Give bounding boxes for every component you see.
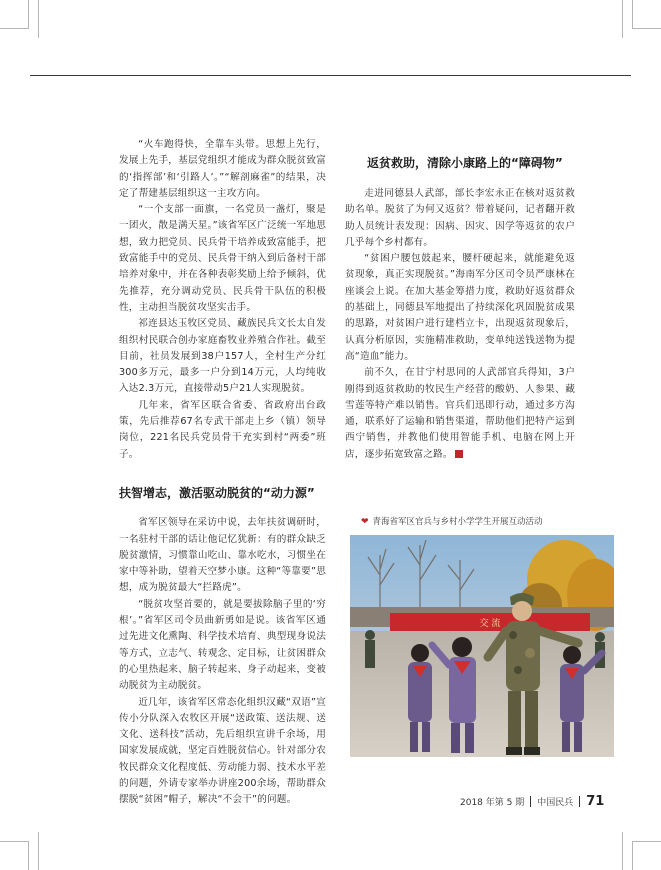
section-heading: 扶智增志，激活驱动脱贫的“动力源” xyxy=(119,485,315,500)
crop-mark xyxy=(622,0,661,38)
body-paragraph: 省军区领导在采访中说，去年扶贫调研时，一名驻村干部的话让他记忆犹新：有的群众缺乏脱贫激情，习惯靠山吃山、靠水吃水，习惯坐在家中等补助，望着天空梦小康。这种“等靠要”思想，成为脱贫最大“拦路虎”。 xyxy=(119,517,326,594)
footer-divider xyxy=(530,796,531,807)
body-paragraph: “火车跑得快，全靠车头带。思想上先行，发展上先手，基层党组织才能成为群众脱贫致富的‘指挥部’和‘引路人’。”“解剖麻雀”的结果，决定了帮建基层组织这一主攻方向。 xyxy=(119,139,326,199)
body-paragraph: 几年来，省军区联合省委、省政府出台政策，先后推荐67名专武干部走上乡（镇）领导岗位，221名民兵党员骨干充实到村“两委”班子。 xyxy=(119,399,326,460)
photo-illustration xyxy=(350,535,614,757)
heart-icon: ❤ xyxy=(361,517,369,527)
caption-text: 青海省军区官兵与乡村小学学生开展互动活动 xyxy=(372,517,543,527)
page-number: 71 xyxy=(586,794,605,809)
body-paragraph: 近几年，该省军区常态化组织汉藏“双语”宣传小分队深入农牧区开展“送政策、送法规、送文化、送科技”活动，先后组织宣讲千余场，用国家发展成就，坚定百姓脱贫信心。针对部分农牧民群众文化程度低、劳动能力弱、技术水平差的问题，外请专家举办讲座200余场，帮助群众摆脱“贫困”帽子，解决“不会干”的问题。 xyxy=(119,696,326,806)
body-paragraph: “一个支部一面旗，一名党员一盏灯，聚是一团火，散是满天星。”该省军区广泛统一军地思想，致力把党员、民兵骨干培养成致富能手，把致富能手中的党员、民兵骨干纳入到后备村干部培养对象中，并在各种表彰奖励上给予倾斜，优先推荐，充分调动党员、民兵骨干队伍的积极性，主动担当脱贫攻坚实击手。 xyxy=(119,204,326,313)
footer-divider xyxy=(579,796,580,807)
crop-mark xyxy=(0,832,39,870)
right-column xyxy=(345,186,575,463)
body-paragraph: “贫困户腰包鼓起来，腰杆硬起来，就能避免返贫现象，真正实现脱贫。”海南军分区司令员严康林在座谈会上说。在加大基金筹措力度，救助好返贫群众的基础上，同德县军地提出了持续深化巩固脱贫成果的思路，对贫困户进行建档立卡，出现返贫现象后，认真分析原因，实施精准救助，变单纯送钱送物为提高“造血”能力。 xyxy=(345,253,575,362)
magazine-name: 中国民兵 xyxy=(537,798,574,808)
body-paragraph: 祁连县达玉牧区党员、藏族民兵文长太自发组织村民联合创办家庭畜牧业养殖合作社。截至目前，社员发展到38户157人，全村生产分红300多万元，最多一户分到14万元，人均纯收入达2.3万元，直接带动5户21人实现脱贫。 xyxy=(119,318,326,395)
section-heading: 返贫救助，清除小康路上的“障碍物” xyxy=(367,156,563,170)
last-paragraph-text: 前不久，在甘宁村思同的人武部官兵得知，3户刚得到返贫救助的牧民生产经营的酸奶、人参果、藏雪莲等特产难以销售。官兵们迅即行动，通过多方沟通，联系好了运输和销售渠道，帮助他们把特产运到西宁销售，并教他们使用智能手机、电脑在网上开店，逐步拓宽致富之路。 xyxy=(345,367,575,460)
crop-mark xyxy=(622,832,661,870)
issue-label: 2018 年第 5 期 xyxy=(460,798,525,808)
photo-caption xyxy=(361,515,621,527)
photo xyxy=(350,535,614,757)
crop-mark xyxy=(0,0,39,38)
left-column xyxy=(119,137,326,809)
body-paragraph xyxy=(345,365,575,463)
body-paragraph: 走进同德县人武部，部长李宏永正在核对返贫救助名单。脱贫了为何又返贫？带着疑问，记者翻开救助人员统计表发现：因病、因灾、因学等返贫的农户几乎每个乡村都有。 xyxy=(345,188,575,248)
page-footer xyxy=(460,794,620,809)
banner-text: 交 流 xyxy=(479,619,501,629)
header-rule xyxy=(30,75,631,76)
end-mark-icon xyxy=(455,450,463,458)
body-paragraph: “脱贫攻坚首要的，就是要拔除脑子里的‘穷根’。”省军区司令员曲新勇如是说。该省军区通过先进文化熏陶、科学技术培育、典型现身说法等方式，立志气、转观念、定目标，让贫困群众的心里热起来、脑子转起来、身子动起来，变被动脱贫为主动脱贫。 xyxy=(119,598,326,692)
